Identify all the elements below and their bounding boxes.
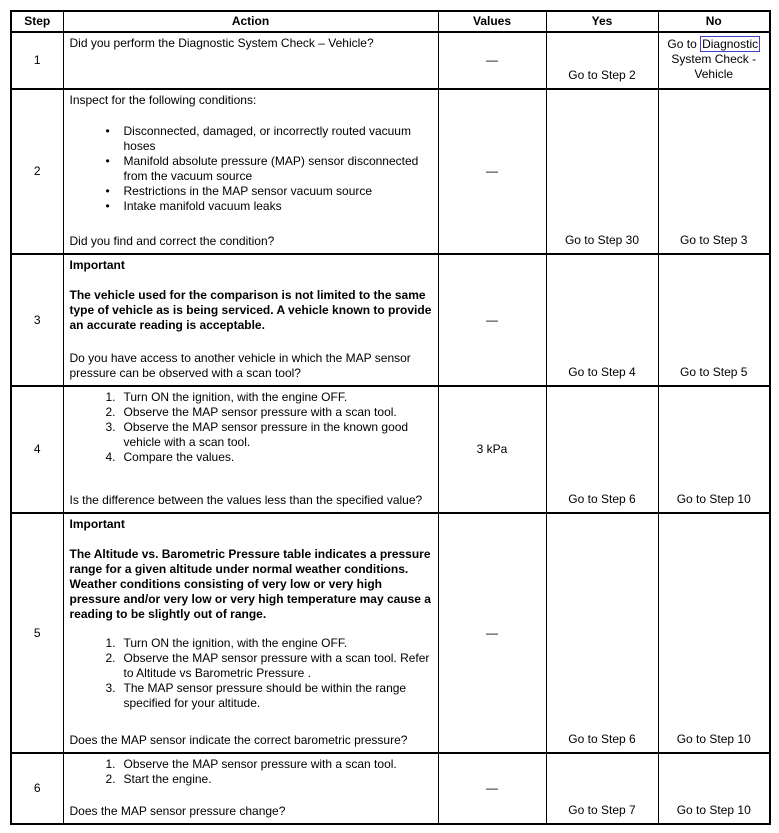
diagnostic-table [10, 10, 771, 825]
no-text-prefix: Go to [667, 37, 701, 51]
yes-cell: Go to Step 4 [546, 254, 658, 386]
action-cell [63, 254, 438, 386]
action-intro: Inspect for the following conditions: [69, 93, 257, 107]
column-header-action: Action [63, 11, 438, 32]
column-header-values: Values [438, 11, 546, 32]
numbered-item: Start the engine. [123, 772, 212, 786]
procedure-numbered-list [70, 757, 432, 787]
action-question: Did you perform the Diagnostic System Check – Vehicle? [69, 36, 374, 50]
action-question: Does the MAP sensor pressure change? [69, 804, 286, 818]
values-cell: — [438, 32, 546, 89]
numbered-item: Observe the MAP sensor pressure with a scan tool. Refer to Altitude vs Barometric Pressure . [123, 651, 430, 680]
step-number: 2 [11, 89, 63, 254]
important-text: The vehicle used for the comparison is not limited to the same type of vehicle as is being serviced. A vehicle known to provide an accurate reading is acceptable. [69, 288, 432, 332]
values-cell: — [438, 513, 546, 753]
column-header-yes: Yes [546, 11, 658, 32]
numbered-item: Compare the values. [123, 450, 235, 464]
no-cell: Go to Step 3 [658, 89, 770, 254]
yes-cell: Go to Step 6 [546, 513, 658, 753]
no-cell: Go to Step 10 [658, 386, 770, 513]
yes-cell: Go to Step 2 [546, 32, 658, 89]
bullet-item: • Disconnected, damaged, or incorrectly routed vacuum hoses [100, 124, 432, 154]
procedure-numbered-list [70, 636, 432, 711]
action-question: Does the MAP sensor indicate the correct barometric pressure? [69, 733, 408, 747]
step-number: 5 [11, 513, 63, 753]
table-row [11, 513, 770, 753]
action-question: Is the difference between the values less than the specified value? [69, 493, 423, 507]
step-number: 6 [11, 753, 63, 824]
values-cell: — [438, 753, 546, 824]
bullet-item: • Restrictions in the MAP sensor vacuum source [100, 184, 432, 199]
important-text: The Altitude vs. Barometric Pressure table indicates a pressure range for a given altitude under normal weather conditions. Weather conditions consisting of very low or very high pressure and/or very low or very high temperature may cause a reading to be slightly out of range. [69, 547, 431, 621]
action-cell [63, 32, 438, 89]
action-cell [63, 386, 438, 513]
column-header-no: No [658, 11, 770, 32]
no-text-rest: System Check - Vehicle [671, 52, 757, 81]
numbered-item: Observe the MAP sensor pressure in the known good vehicle with a scan tool. [123, 420, 409, 449]
table-row [11, 386, 770, 513]
values-cell: — [438, 254, 546, 386]
important-label: Important [69, 517, 125, 531]
numbered-item: Observe the MAP sensor pressure with a scan tool. [123, 757, 397, 771]
numbered-item: Turn ON the ignition, with the engine OFF. [123, 636, 348, 650]
no-cell [658, 32, 770, 89]
action-question: Do you have access to another vehicle in which the MAP sensor pressure can be observed with a scan tool? [69, 351, 411, 380]
no-cell: Go to Step 10 [658, 513, 770, 753]
header-row [11, 11, 770, 32]
table-row [11, 753, 770, 824]
values-cell: 3 kPa [438, 386, 546, 513]
step-number: 4 [11, 386, 63, 513]
action-question: Did you find and correct the condition? [69, 234, 275, 248]
action-cell [63, 89, 438, 254]
condition-bullet-list [70, 124, 432, 214]
numbered-item: Observe the MAP sensor pressure with a scan tool. [123, 405, 397, 419]
numbered-item: Turn ON the ignition, with the engine OFF. [123, 390, 348, 404]
table-row [11, 32, 770, 89]
bullet-item: • Manifold absolute pressure (MAP) sensor disconnected from the vacuum source [100, 154, 432, 184]
bullet-item: • Intake manifold vacuum leaks [100, 199, 432, 214]
no-cell: Go to Step 5 [658, 254, 770, 386]
step-number: 3 [11, 254, 63, 386]
yes-cell: Go to Step 7 [546, 753, 658, 824]
table-row [11, 254, 770, 386]
yes-cell: Go to Step 30 [546, 89, 658, 254]
step-number: 1 [11, 32, 63, 89]
yes-cell: Go to Step 6 [546, 386, 658, 513]
diagnostic-system-check-link[interactable]: Diagnostic [702, 37, 759, 51]
action-cell [63, 513, 438, 753]
table-row [11, 89, 770, 254]
numbered-item: The MAP sensor pressure should be within the range specified for your altitude. [123, 681, 407, 710]
action-cell [63, 753, 438, 824]
values-cell: — [438, 89, 546, 254]
no-cell: Go to Step 10 [658, 753, 770, 824]
procedure-numbered-list [70, 390, 432, 465]
column-header-step: Step [11, 11, 63, 32]
important-label: Important [69, 258, 125, 272]
